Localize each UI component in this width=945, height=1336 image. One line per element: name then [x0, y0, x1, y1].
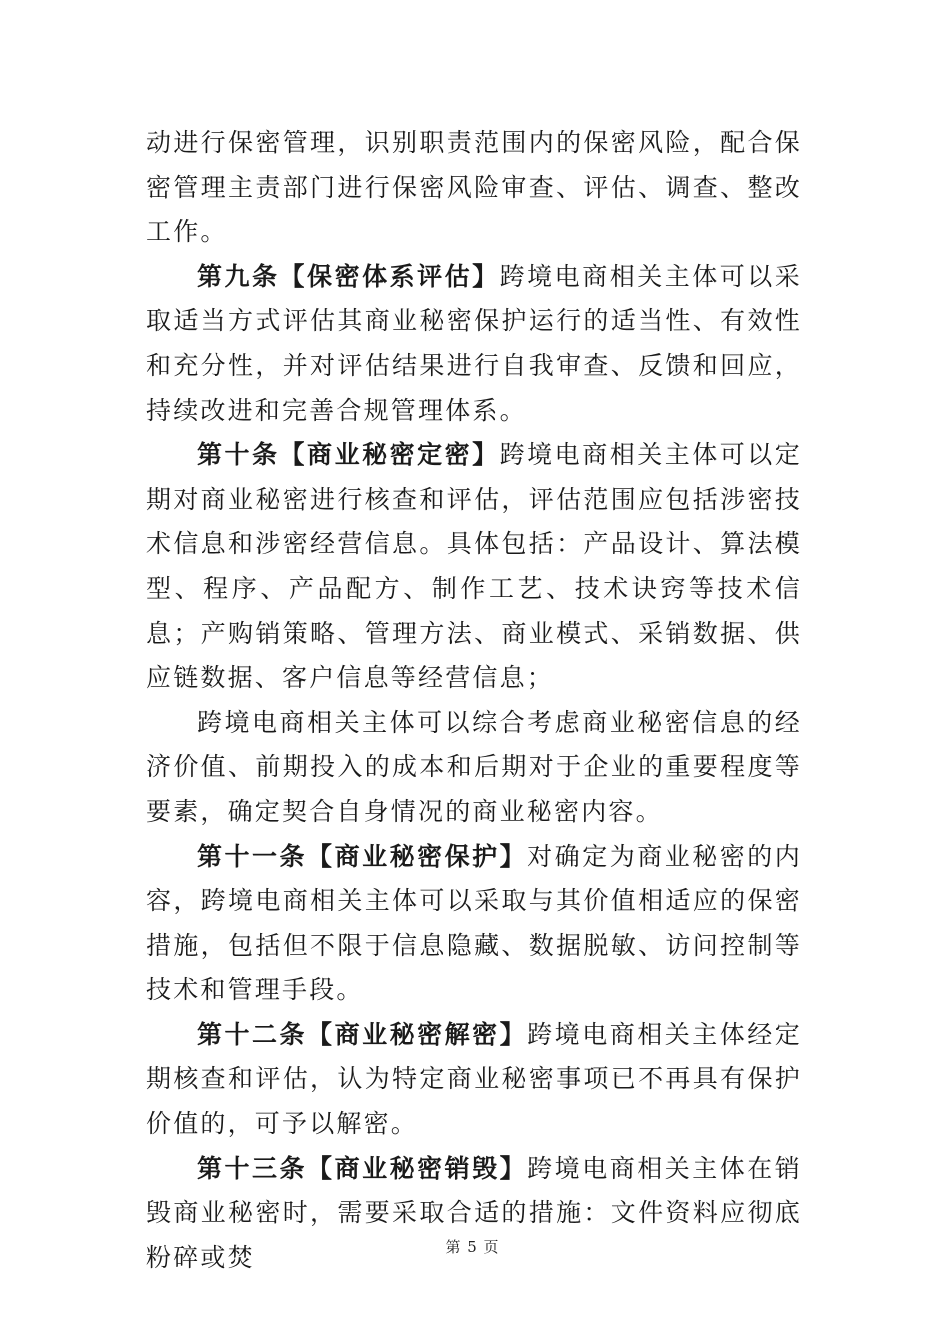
article-10-text: 跨境电商相关主体可以定期对商业秘密进行核查和评估，评估范围应包括涉密技术信息和涉密经营信息。具体包括：产品设计、算法模型、程序、产品配方、制作工艺、技术诀窍等技术信息；产购销策略、管理方法、商业模式、采销数据、供应链数据、客户信息等经营信息；: [146, 440, 802, 693]
article-10: [146, 433, 802, 701]
article-9: [146, 255, 802, 433]
page-number: 第 5 页: [445, 1238, 500, 1256]
article-10-paragraph-2: [146, 701, 802, 835]
paragraph-text: 动进行保密管理，识别职责范围内的保密风险，配合保密管理主责部门进行保密风险审查、评估、调查、整改工作。: [146, 128, 802, 247]
document-page: [146, 121, 802, 1280]
article-12-text: 跨境电商相关主体经定期核查和评估，认为特定商业秘密事项已不再具有保护价值的，可予以解密。: [146, 1019, 802, 1139]
article-13-title: 第十三条【商业秘密销毁】: [197, 1153, 528, 1183]
article-12: [146, 1013, 802, 1147]
article-9-text: 跨境电商相关主体可以采取适当方式评估其商业秘密保护运行的适当性、有效性和充分性，并对评估结果进行自我审查、反馈和回应，持续改进和完善合规管理体系。: [146, 261, 802, 425]
paragraph-continuation: [146, 121, 802, 255]
article-11: [146, 835, 802, 1013]
article-13: [146, 1147, 802, 1281]
article-9-title: 第九条【保密体系评估】: [197, 261, 500, 291]
article-12-title: 第十二条【商业秘密解密】: [197, 1019, 528, 1049]
article-11-title: 第十一条【商业秘密保护】: [197, 841, 528, 871]
article-10-title: 第十条【商业秘密定密】: [197, 440, 500, 470]
article-11-text: 对确定为商业秘密的内容，跨境电商相关主体可以采取与其价值相适应的保密措施，包括但不限于信息隐藏、数据脱敏、访问控制等技术和管理手段。: [146, 841, 802, 1005]
article-10-paragraph-2-text: 跨境电商相关主体可以综合考虑商业秘密信息的经济价值、前期投入的成本和后期对于企业的重要程度等要素，确定契合自身情况的商业秘密内容。: [146, 707, 802, 826]
article-13-text: 跨境电商相关主体在销毁商业秘密时，需要采取合适的措施：文件资料应彻底粉碎或焚: [146, 1153, 802, 1272]
